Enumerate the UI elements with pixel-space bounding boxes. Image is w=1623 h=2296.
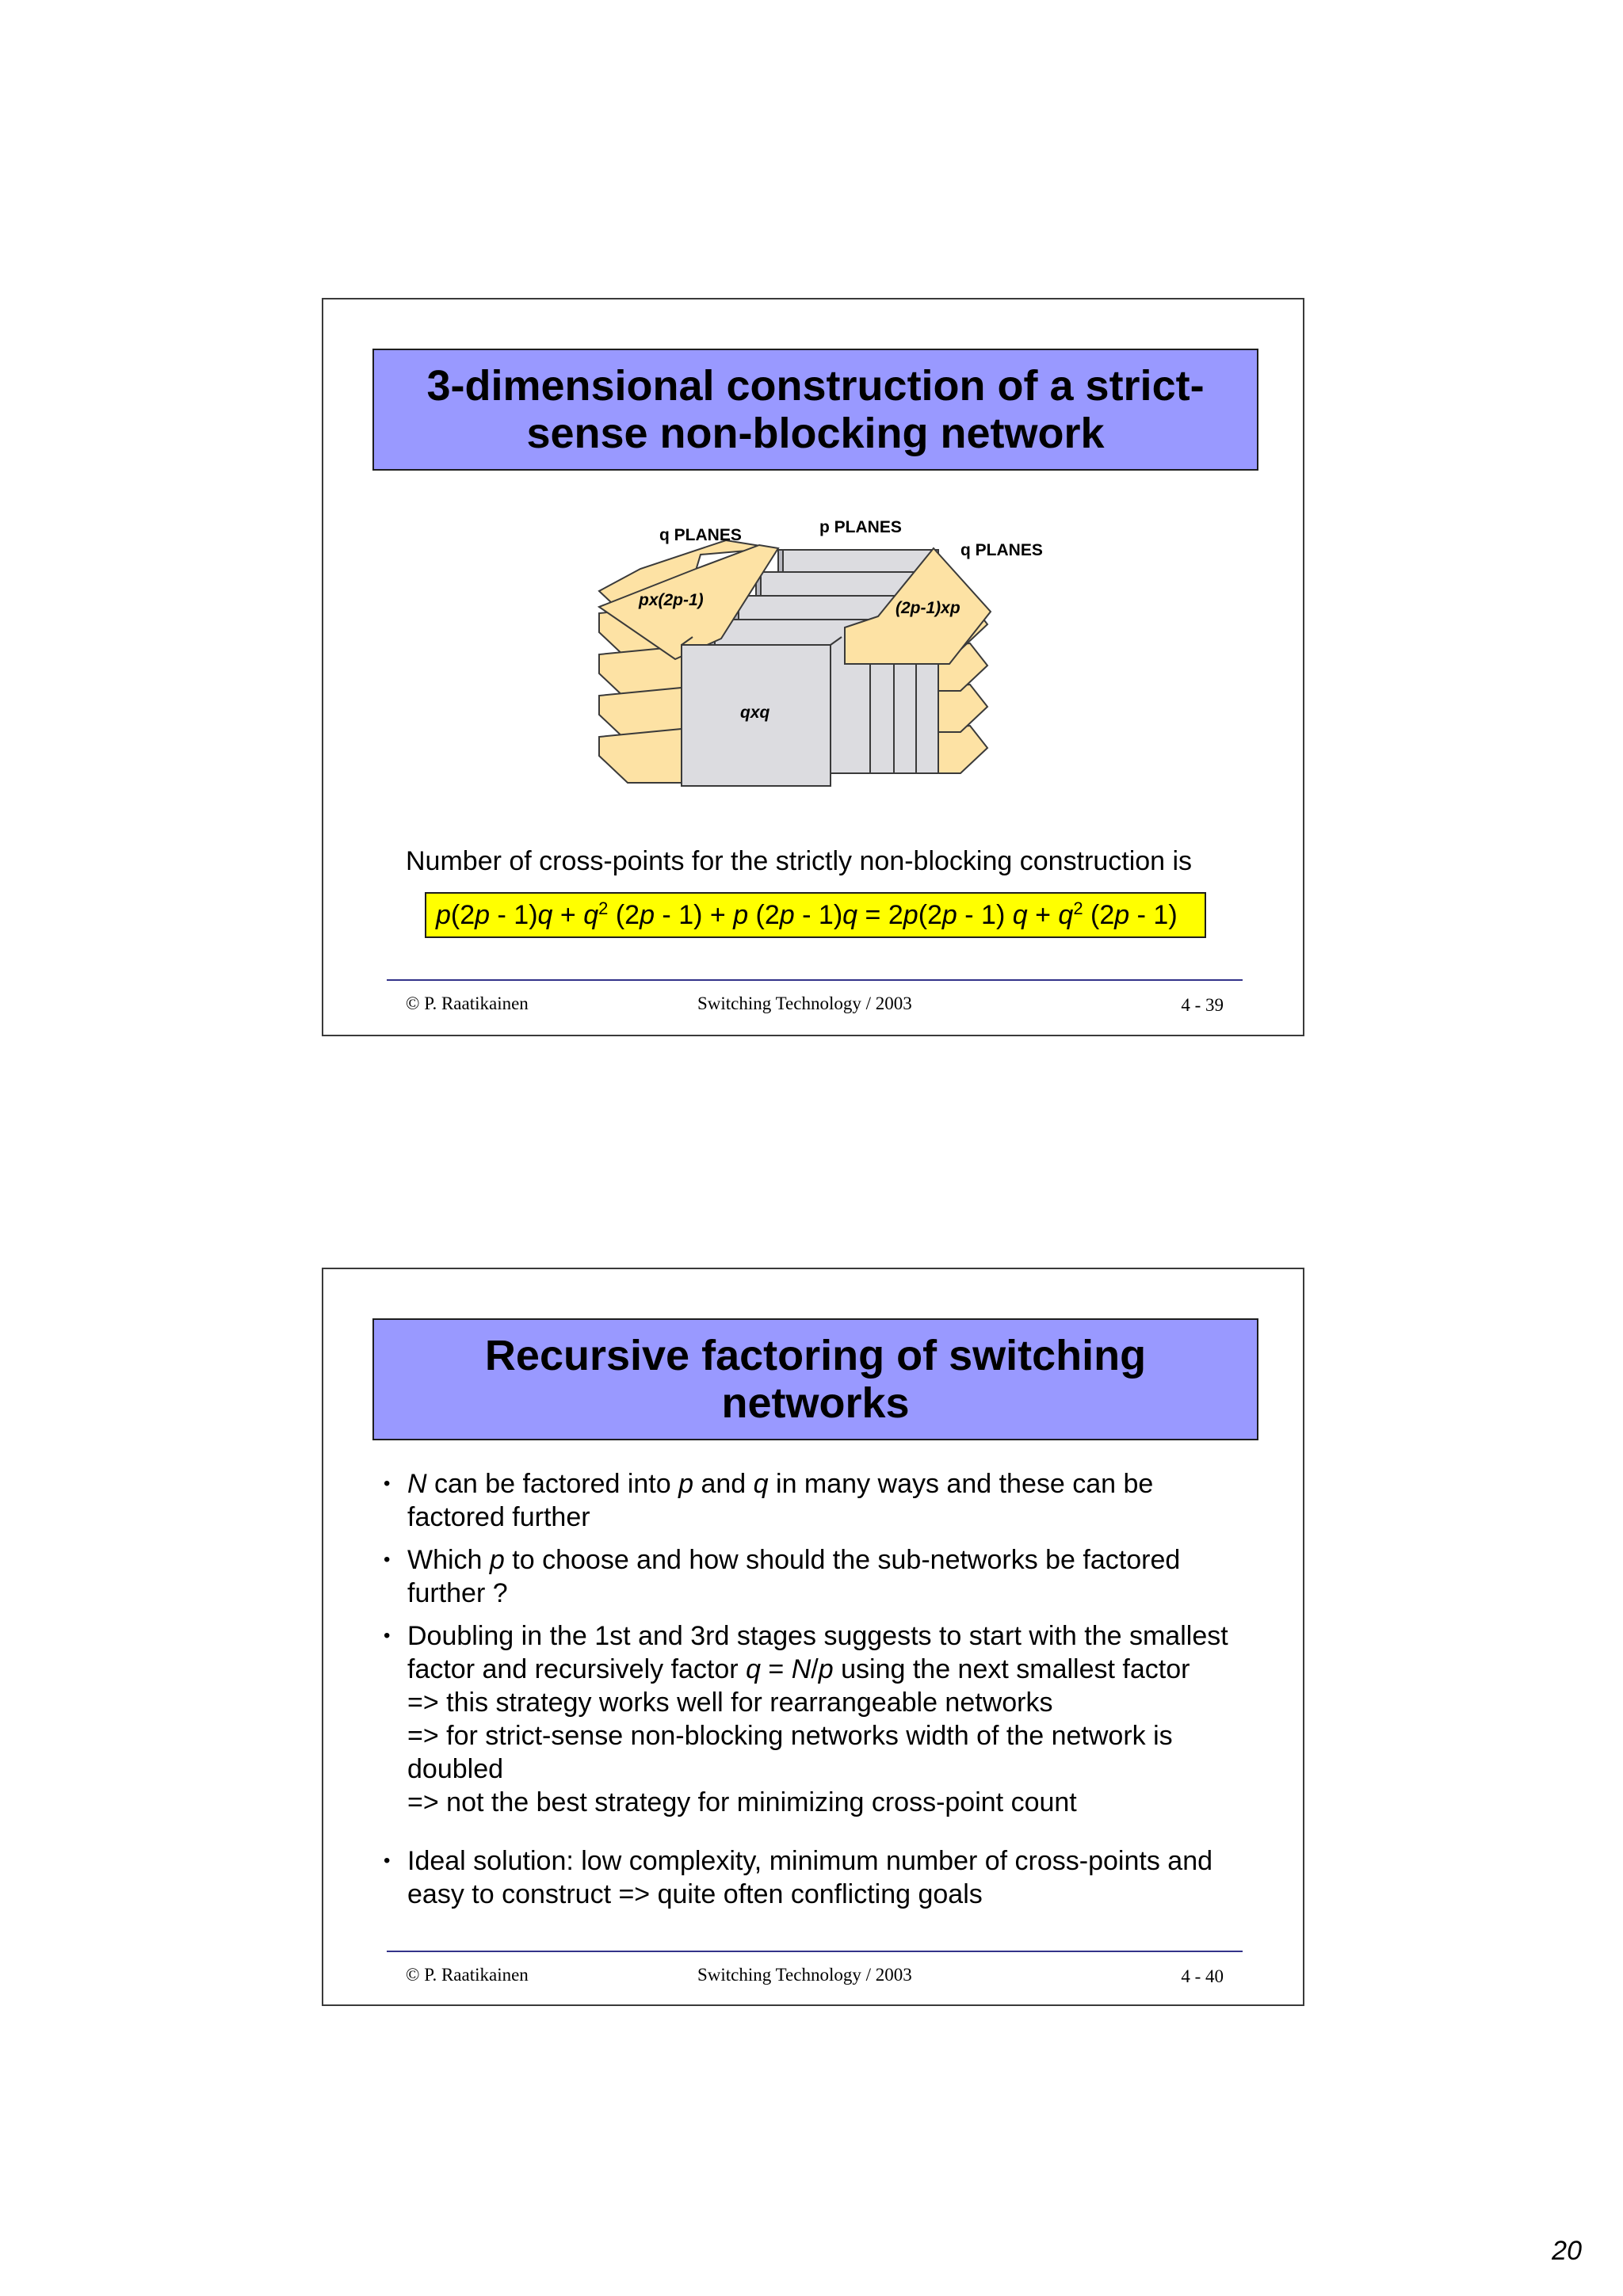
- formula-part: p: [640, 900, 655, 930]
- bullet-line: easy to construct => quite often conflicting goals: [407, 1879, 983, 1909]
- text-span: =: [760, 1654, 792, 1684]
- bullet-item: [384, 1844, 1271, 1911]
- footer-slide-number: 4 - 39: [1181, 995, 1224, 1015]
- text-span: can be factored into: [426, 1469, 679, 1499]
- formula-part: p: [903, 900, 918, 930]
- formula-part: - 1): [1129, 900, 1178, 930]
- text-span: Which: [407, 1545, 490, 1575]
- bullet-line: doubled: [407, 1754, 504, 1784]
- formula-part: - 1): [490, 900, 538, 930]
- bullet-line: further ?: [407, 1578, 508, 1608]
- formula-part: p: [733, 900, 749, 930]
- formula-part: p: [475, 900, 491, 930]
- bullet-line: Ideal solution: low complexity, minimum number of cross-points and: [407, 1846, 1213, 1876]
- formula-part: (2: [450, 900, 475, 930]
- right-stage-label: (2p-1)xp: [896, 599, 960, 617]
- formula-exponent: 2: [1073, 898, 1083, 918]
- text-span: N: [791, 1654, 812, 1684]
- text-span: p: [678, 1469, 694, 1499]
- text-span: to choose and how should the sub-networks be factored: [504, 1545, 1181, 1575]
- bullet-line: Doubling in the 1st and 3rd stages suggests to start with the smallest: [407, 1621, 1228, 1651]
- text-span: q: [746, 1654, 761, 1684]
- formula-part: p: [941, 900, 957, 930]
- formula-part: = 2: [857, 900, 903, 930]
- formula-part: +: [1027, 900, 1059, 930]
- bullet-item: [384, 1543, 1271, 1610]
- formula-part: - 1) +: [654, 900, 734, 930]
- text-span: p: [489, 1545, 505, 1575]
- bullet-line: => for strict-sense non-blocking networks width of the network is: [407, 1721, 1173, 1751]
- bullet-line: [407, 1653, 1271, 1686]
- q-planes-left-label: q PLANES: [659, 526, 742, 544]
- text-span: /: [811, 1654, 819, 1684]
- formula-part: p: [1114, 900, 1130, 930]
- bullet-item: [384, 1467, 1271, 1534]
- crosspoint-caption: Number of cross-points for the strictly non-blocking construction is: [406, 846, 1193, 876]
- formula-part: (2: [748, 900, 780, 930]
- footer-author: © P. Raatikainen: [406, 1965, 529, 1985]
- text-span: and: [693, 1469, 754, 1499]
- formula-part: q: [842, 900, 858, 930]
- bullet-dot: •: [384, 1625, 391, 1646]
- formula-part: (2: [918, 900, 942, 930]
- q-planes-right-label: q PLANES: [960, 541, 1043, 559]
- slide-title: 3-dimensional construction of a strict- sense non-blocking network: [426, 362, 1205, 457]
- bullet-dot: •: [384, 1473, 391, 1494]
- slide-4-40: [322, 1268, 1304, 2006]
- bullet-line: => this strategy works well for rearrangeable networks: [407, 1688, 1053, 1718]
- bullet-list: [384, 1467, 1271, 1911]
- formula-part: q: [1058, 900, 1074, 930]
- formula-part: (2: [1083, 900, 1115, 930]
- text-span: p: [818, 1654, 834, 1684]
- formula-part: q: [1012, 900, 1028, 930]
- text-span: using the next smallest factor: [833, 1654, 1190, 1684]
- bullet-line: => not the best strategy for minimizing cross-point count: [407, 1787, 1077, 1817]
- slide-title: Recursive factoring of switching networks: [484, 1332, 1147, 1427]
- formula-part: +: [552, 900, 584, 930]
- crosspoint-formula: [425, 892, 1206, 938]
- bullet-line: factored further: [407, 1502, 590, 1532]
- formula-part: - 1): [794, 900, 843, 930]
- bullet-line: [407, 1467, 1271, 1501]
- p-planes-label: p PLANES: [819, 518, 902, 536]
- formula-exponent: 2: [598, 898, 609, 918]
- bullet-item: [384, 1619, 1271, 1819]
- footer-author: © P. Raatikainen: [406, 994, 529, 1013]
- slide-4-39: [322, 298, 1304, 1036]
- formula-part: q: [537, 900, 553, 930]
- text-span: N: [407, 1469, 427, 1499]
- page-number: 20: [1552, 2236, 1582, 2266]
- left-stage-label: px(2p-1): [639, 591, 704, 609]
- bullet-dot: •: [384, 1850, 391, 1871]
- bullet-line: [407, 1543, 1271, 1577]
- bullet-dot: •: [384, 1549, 391, 1570]
- text-span: in many ways and these can be: [768, 1469, 1154, 1499]
- text-span: factor and recursively factor: [407, 1654, 747, 1684]
- formula-part: p: [436, 900, 451, 930]
- footer-slide-number: 4 - 40: [1181, 1966, 1224, 1986]
- text-span: q: [753, 1469, 769, 1499]
- slide-title-box: [372, 1318, 1258, 1440]
- formula-part: (2: [608, 900, 640, 930]
- footer-course: Switching Technology / 2003: [697, 1965, 912, 1985]
- 3d-network-diagram: [323, 299, 1306, 814]
- footer-course: Switching Technology / 2003: [697, 994, 912, 1013]
- formula-part: q: [583, 900, 599, 930]
- formula-part: - 1): [957, 900, 1013, 930]
- footer-divider: [387, 1951, 1243, 1952]
- formula-part: p: [779, 900, 795, 930]
- center-stage-label: qxq: [740, 704, 770, 722]
- footer-divider: [387, 979, 1243, 981]
